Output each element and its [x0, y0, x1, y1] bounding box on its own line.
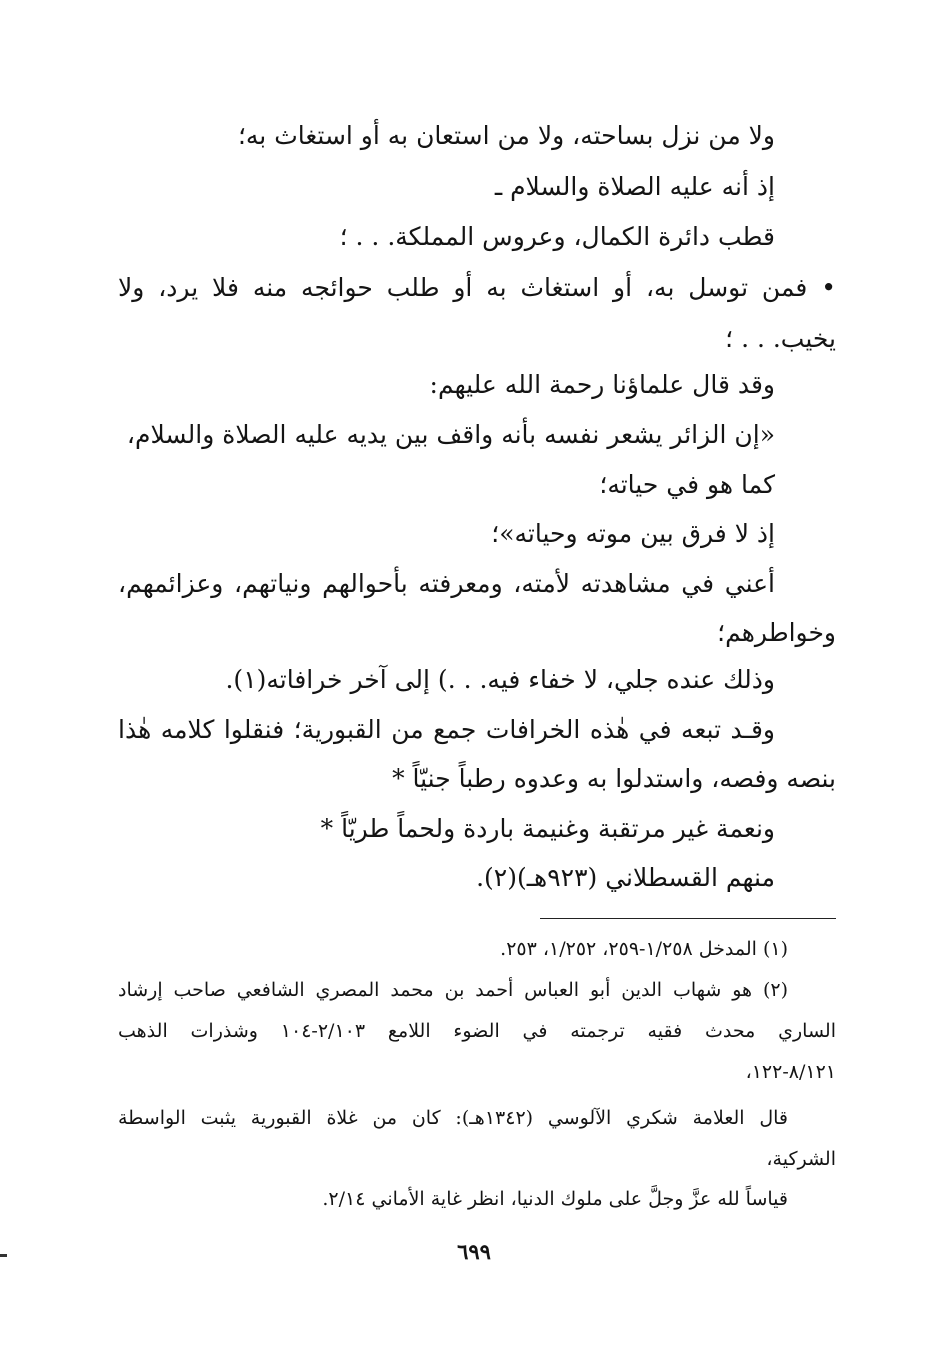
page-number: ٦٩٩: [457, 1239, 491, 1264]
body-line: قطب دائرة الكمال، وعروس المملكة. . . ؛: [339, 222, 775, 251]
body-line: أعني في مشاهدته لأمته، ومعرفته بأحوالهم ونياتهم، وعزائمهم،: [118, 569, 775, 598]
body-line: وقد قال علماؤنا رحمة الله عليهم:: [429, 370, 775, 399]
footnote-line: الساري محدث فقيه ترجمته في الضوء اللامع ٢/١٠٣-١٠٤ وشذرات الذهب: [118, 1020, 836, 1042]
footnote-line: (٢) هو شهاب الدين أبو العباس أحمد بن محمد المصري الشافعي صاحب إرشاد: [118, 979, 788, 1001]
body-line: إذ أنه عليه الصلاة والسلام ـ: [494, 172, 775, 201]
footnote-line: ٨/١٢١-١٢٢،: [745, 1061, 836, 1083]
body-line: وذلك عنده جلي، لا خفاء فيه. . .) إلى آخر خرافاته(١).: [225, 665, 775, 694]
body-line: بنصه وفصه، واستدلوا به وعدوه رطباً جنيّاً *: [392, 764, 836, 793]
footnote-line: (١) المدخل ١/٢٥٨-٢٥٩، ١/٢٥٢، ٢٥٣.: [500, 938, 788, 960]
body-line: وقـد تبعه في هٰذه الخرافات جمع من القبورية؛ فنقلوا كلامه هٰذا: [118, 715, 775, 744]
body-line: «إن الزائر يشعر نفسه بأنه واقف بين يديه عليه الصلاة والسلام،: [126, 420, 775, 449]
body-line: كما هو في حياته؛: [599, 470, 775, 499]
body-line: • فمن توسل به، أو استغاث به أو طلب حوائجه منه فلا يرد، ولا: [118, 273, 836, 302]
scan-edge-mark: [0, 1254, 7, 1257]
body-line: إذ لا فرق بين موته وحياته»؛: [491, 519, 775, 548]
footnote-separator: [540, 918, 836, 919]
body-line: يخيب. . . ؛: [725, 324, 836, 353]
footnote-line: قياساً لله عزَّ وجلَّ على ملوك الدنيا، انظر غاية الأماني ٢/١٤.: [322, 1188, 788, 1210]
footnote-line: الشركية،: [766, 1148, 836, 1170]
footnote-line: قال العلامة شكري الآلوسي (١٣٤٢هـ): كان من غلاة القبورية يثبت الواسطة: [118, 1107, 788, 1129]
body-line: ولا من نزل بساحته، ولا من استعان به أو استغاث به؛: [237, 121, 775, 150]
body-line: منهم القسطلاني (٩٢٣هـ)(٢).: [476, 863, 775, 892]
body-line: وخواطرهم؛: [717, 618, 836, 647]
body-line: ونعمة غير مرتقبة وغنيمة باردة ولحماً طريّاً *: [320, 814, 775, 843]
